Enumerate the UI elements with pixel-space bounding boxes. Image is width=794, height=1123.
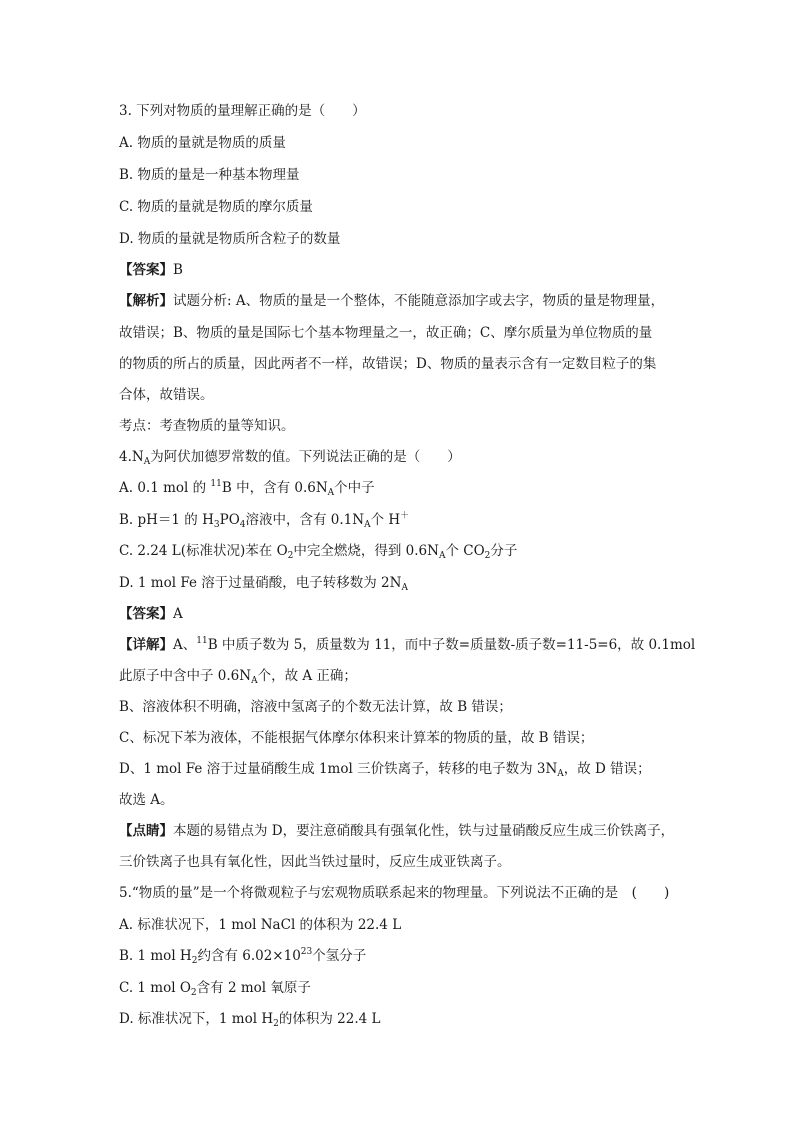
- q4-stem: [119, 448, 684, 466]
- text: 此原子中含中子 0.6N: [119, 668, 252, 684]
- q4-option-a: [119, 479, 684, 497]
- text: 为阿伏加德罗常数的值。下列说法正确的是（ ）: [150, 449, 461, 465]
- q5-option-b: [119, 947, 684, 965]
- q5-option-a: A. 标准状况下，1 mol NaCl 的体积为 22.4 L: [119, 917, 402, 933]
- text: 个氢分子: [312, 948, 367, 964]
- superscript: 11: [196, 636, 208, 646]
- subscript: A: [401, 583, 408, 593]
- q3-analysis-line: 合体，故错误。: [119, 387, 214, 403]
- text: B. 1 mol H: [119, 948, 192, 964]
- tip-tag: 【点睛】: [119, 823, 173, 839]
- q4-detail-line: C、标况下苯为液体，不能根据气体摩尔体积来计算苯的物质的量，故 B 错误；: [119, 730, 594, 746]
- q4-detail-line: [119, 636, 696, 654]
- text: C. 1 mol O: [119, 980, 191, 996]
- q4-detail-line: B、溶液体积不明确，溶液中氢离子的个数无法计算，故 B 错误；: [119, 699, 512, 715]
- text: 含有 2 mol 氧原子: [196, 980, 311, 996]
- subscript: A: [327, 488, 335, 498]
- q3-option-c: C. 物质的量就是物质的摩尔质量: [119, 199, 313, 215]
- text: 4.N: [119, 449, 144, 465]
- answer-value: A: [173, 606, 183, 622]
- subscript: A: [364, 520, 371, 530]
- superscript: 23: [300, 947, 313, 957]
- analysis-text: 试题分析: A、物质的量是一个整体，不能随意添加字或去字，物质的量是物理量，: [173, 293, 665, 309]
- answer-tag: 【答案】: [119, 262, 173, 278]
- text: 个，故 A 正确；: [257, 668, 357, 684]
- superscript: 11: [210, 479, 222, 489]
- q5-stem: 5.“物质的量”是一个将微观粒子与宏观物质联系起来的物理量。下列说法不正确的是 ( ): [119, 885, 670, 901]
- subscript: 2: [273, 1019, 279, 1029]
- subscript: A: [143, 457, 151, 467]
- detail-tag: 【详解】: [119, 637, 173, 653]
- q3-analysis-line: 故错误；B、物质的量是国际七个基本物理量之一，故正确；C、摩尔质量为单位物质的量: [119, 325, 653, 341]
- text: 溶液中，含有 0.1N: [245, 512, 365, 528]
- q5-option-c: [119, 979, 684, 997]
- text: 个中子: [334, 480, 375, 496]
- text: ，故 D 错误；: [563, 761, 651, 777]
- text: 个 H: [370, 512, 401, 528]
- text: 约含有 6.02×10: [197, 948, 301, 964]
- subscript: A: [251, 676, 258, 686]
- answer-tag: 【答案】: [119, 606, 173, 622]
- q4-option-d: [119, 574, 684, 592]
- text: 的体积为 22.4 L: [278, 1011, 381, 1027]
- text: C. 2.24 L(标准状况)苯在 O: [119, 543, 288, 559]
- subscript: 3: [213, 520, 220, 530]
- q3-option-d: D. 物质的量就是物质所含粒子的数量: [119, 231, 341, 247]
- q3-answer: [119, 261, 684, 279]
- q3-stem: 3. 下列对物质的量理解正确的是（ ）: [119, 103, 366, 119]
- subscript: 2: [484, 551, 491, 561]
- q4-conclusion: 故选 A。: [119, 792, 174, 808]
- subscript: A: [438, 551, 446, 561]
- text: 中完全燃烧，得到 0.6N: [293, 543, 439, 559]
- subscript: 2: [191, 956, 198, 966]
- q5-option-d: [119, 1010, 684, 1028]
- text: B 中，含有 0.6N: [221, 480, 328, 496]
- text: A、: [173, 637, 197, 653]
- text: D. 1 mol Fe 溶于过量硝酸，电子转移数为 2N: [119, 575, 402, 591]
- q4-option-b: [119, 511, 684, 529]
- q3-point: 考点：考查物质的量等知识。: [119, 418, 295, 434]
- subscript: 2: [190, 988, 197, 998]
- text: 分子: [490, 543, 518, 559]
- text: A. 0.1 mol 的: [119, 480, 211, 496]
- subscript: 2: [287, 551, 294, 561]
- subscript: 4: [239, 520, 246, 530]
- q4-tip-line: 三价铁离子也具有氧化性，因此当铁过量时，反应生成亚铁离子。: [119, 854, 511, 870]
- text: D、1 mol Fe 溶于过量硝酸生成 1mol 三价铁离子，转移的电子数为 3N: [119, 761, 558, 777]
- analysis-tag: 【解析】: [119, 293, 173, 309]
- text: 本题的易错点为 D，要注意硝酸具有强氧化性，铁与过量硝酸反应生成三价铁离子，: [173, 823, 675, 839]
- q4-answer: [119, 605, 684, 623]
- text: 个 CO: [445, 543, 485, 559]
- q4-detail-line: [119, 667, 684, 685]
- q3-option-b: B. 物质的量是一种基本物理量: [119, 167, 300, 183]
- q3-analysis-line: [119, 292, 684, 310]
- q4-tip-line: [119, 822, 684, 840]
- q4-detail-line: [119, 760, 684, 778]
- q4-option-c: [119, 542, 684, 560]
- text: PO: [219, 512, 240, 528]
- subscript: A: [557, 769, 564, 779]
- q3-analysis-line: 的物质的所占的质量，因此两者不一样，故错误；D、物质的量表示含有一定数目粒子的集: [119, 356, 657, 372]
- text: B. pH＝1 的 H: [119, 512, 214, 528]
- text: D. 标准状况下，1 mol H: [119, 1011, 274, 1027]
- text: B 中质子数为 5，质量数为 11，而中子数=质量数-质子数=11-5=6，故 0.1mol: [207, 637, 696, 653]
- answer-value: B: [173, 262, 183, 278]
- q3-option-a: A. 物质的量就是物质的质量: [119, 135, 286, 151]
- superscript: ＋: [400, 511, 410, 521]
